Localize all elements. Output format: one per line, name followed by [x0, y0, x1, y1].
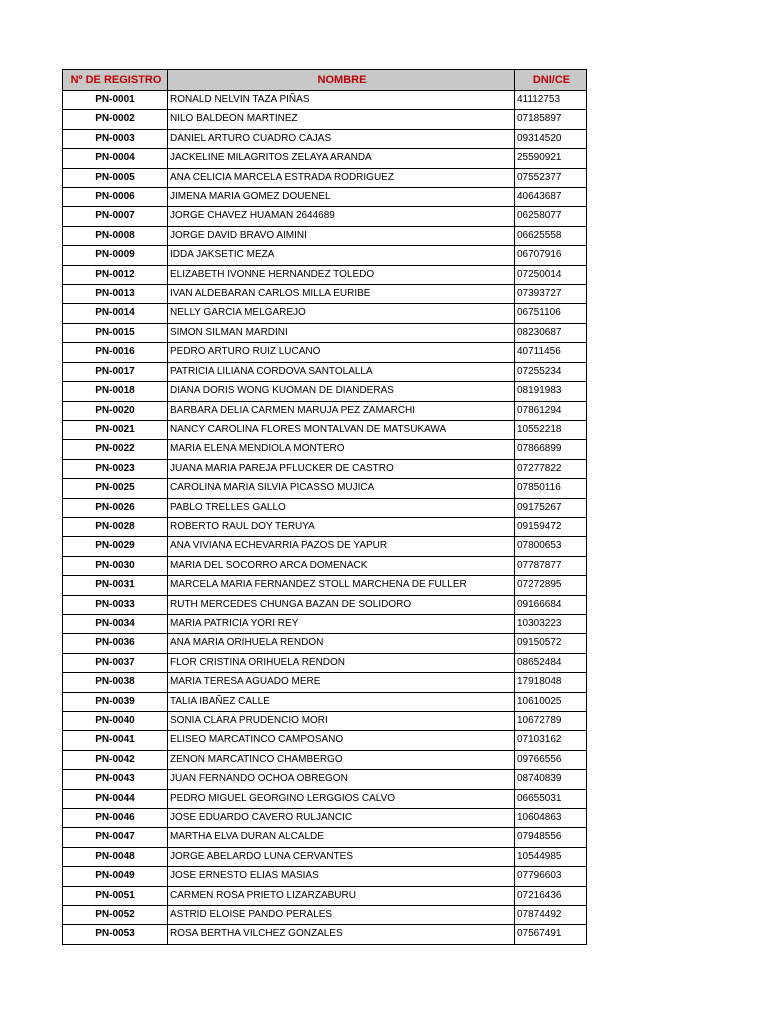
table-row [63, 323, 587, 342]
table-row [63, 129, 587, 148]
table-row [63, 692, 587, 711]
registro-cell: PN-0013 [63, 285, 168, 304]
table-row [63, 886, 587, 905]
dni-cell: 06751106 [515, 304, 587, 323]
registro-cell: PN-0007 [63, 207, 168, 226]
nombre-cell: DANIEL ARTURO CUADRO CAJAS [168, 129, 515, 148]
table-row [63, 498, 587, 517]
nombre-cell: MARIA ELENA MENDIOLA MONTERO [168, 440, 515, 459]
registro-cell: PN-0042 [63, 750, 168, 769]
registro-cell: PN-0043 [63, 770, 168, 789]
nombre-cell: IVAN ALDEBARAN CARLOS MILLA EURIBE [168, 285, 515, 304]
registro-cell: PN-0051 [63, 886, 168, 905]
dni-cell: 07866899 [515, 440, 587, 459]
registro-cell: PN-0048 [63, 847, 168, 866]
nombre-cell: SONIA CLARA PRUDENCIO MORI [168, 712, 515, 731]
registro-cell: PN-0030 [63, 556, 168, 575]
registro-cell: PN-0020 [63, 401, 168, 420]
registro-cell: PN-0001 [63, 91, 168, 110]
table-row [63, 285, 587, 304]
registro-cell: PN-0038 [63, 673, 168, 692]
dni-cell: 07850116 [515, 479, 587, 498]
nombre-cell: MARTHA ELVA DURAN ALCALDE [168, 828, 515, 847]
dni-cell: 40643687 [515, 188, 587, 207]
table-row [63, 479, 587, 498]
nombre-cell: ELIZABETH IVONNE HERNANDEZ TOLEDO [168, 265, 515, 284]
dni-cell: 07250014 [515, 265, 587, 284]
registro-cell: PN-0017 [63, 362, 168, 381]
table-row [63, 789, 587, 808]
table-row [63, 712, 587, 731]
nombre-cell: PABLO TRELLES GALLO [168, 498, 515, 517]
nombre-cell: RUTH MERCEDES CHUNGA BAZAN DE SOLIDORO [168, 595, 515, 614]
nombre-cell: BARBARA DELIA CARMEN MARUJA PEZ ZAMARCHI [168, 401, 515, 420]
registro-cell: PN-0049 [63, 867, 168, 886]
dni-cell: 07393727 [515, 285, 587, 304]
nombre-cell: DIANA DORIS WONG KUOMAN DE DIANDERAS [168, 382, 515, 401]
dni-cell: 07103162 [515, 731, 587, 750]
registro-cell: PN-0033 [63, 595, 168, 614]
dni-cell: 08191983 [515, 382, 587, 401]
registro-cell: PN-0052 [63, 906, 168, 925]
table-row [63, 517, 587, 536]
dni-cell: 10303223 [515, 614, 587, 633]
table-row [63, 110, 587, 129]
nombre-cell: NANCY CAROLINA FLORES MONTALVAN DE MATSUKAWA [168, 420, 515, 439]
table-row [63, 614, 587, 633]
dni-cell: 09175267 [515, 498, 587, 517]
header-dni: DNI/CE [515, 70, 587, 91]
dni-cell: 06625558 [515, 226, 587, 245]
table-row [63, 770, 587, 789]
dni-cell: 17918048 [515, 673, 587, 692]
table-row [63, 576, 587, 595]
nombre-cell: JUAN FERNANDO OCHOA OBREGON [168, 770, 515, 789]
table-row [63, 440, 587, 459]
registro-cell: PN-0015 [63, 323, 168, 342]
table-row [63, 634, 587, 653]
dni-cell: 07874492 [515, 906, 587, 925]
registro-cell: PN-0029 [63, 537, 168, 556]
registro-cell: PN-0026 [63, 498, 168, 517]
dni-cell: 08740839 [515, 770, 587, 789]
table-row [63, 226, 587, 245]
registro-cell: PN-0039 [63, 692, 168, 711]
dni-cell: 10610025 [515, 692, 587, 711]
table-row [63, 750, 587, 769]
table-row [63, 401, 587, 420]
nombre-cell: MARIA DEL SOCORRO ARCA DOMENACK [168, 556, 515, 575]
header-registro: Nº DE REGISTRO [63, 70, 168, 91]
dni-cell: 09766556 [515, 750, 587, 769]
table-row [63, 867, 587, 886]
dni-cell: 07787877 [515, 556, 587, 575]
nombre-cell: JUANA MARIA PAREJA PFLUCKER DE CASTRO [168, 459, 515, 478]
table-row [63, 673, 587, 692]
registro-cell: PN-0025 [63, 479, 168, 498]
dni-cell: 08230687 [515, 323, 587, 342]
registro-cell: PN-0005 [63, 168, 168, 187]
table-row [63, 847, 587, 866]
table-row [63, 343, 587, 362]
nombre-cell: MARIA PATRICIA YORI REY [168, 614, 515, 633]
table-row [63, 149, 587, 168]
registro-cell: PN-0009 [63, 246, 168, 265]
registro-cell: PN-0037 [63, 653, 168, 672]
nombre-cell: RONALD NELVIN TAZA PIÑAS [168, 91, 515, 110]
nombre-cell: ZENON MARCATINCO CHAMBERGO [168, 750, 515, 769]
dni-cell: 10672789 [515, 712, 587, 731]
table-row [63, 168, 587, 187]
nombre-cell: JOSE EDUARDO CAVERO RULJANCIC [168, 809, 515, 828]
nombre-cell: JORGE ABELARDO LUNA CERVANTES [168, 847, 515, 866]
nombre-cell: JOSE ERNESTO ELIAS MASIAS [168, 867, 515, 886]
table-row [63, 246, 587, 265]
dni-cell: 09150572 [515, 634, 587, 653]
dni-cell: 41112753 [515, 91, 587, 110]
dni-cell: 07567491 [515, 925, 587, 944]
registro-cell: PN-0002 [63, 110, 168, 129]
registro-cell: PN-0036 [63, 634, 168, 653]
nombre-cell: NILO BALDEON MARTINEZ [168, 110, 515, 129]
nombre-cell: ROBERTO RAUL DOY TERUYA [168, 517, 515, 536]
table-header [63, 70, 587, 91]
dni-cell: 06258077 [515, 207, 587, 226]
table-body [63, 91, 587, 945]
registro-cell: PN-0034 [63, 614, 168, 633]
dni-cell: 07185897 [515, 110, 587, 129]
registry-table [62, 69, 587, 945]
dni-cell: 07277822 [515, 459, 587, 478]
registro-cell: PN-0046 [63, 809, 168, 828]
table-row [63, 537, 587, 556]
dni-cell: 25590921 [515, 149, 587, 168]
dni-cell: 07796603 [515, 867, 587, 886]
table-row [63, 420, 587, 439]
nombre-cell: PATRICIA LILIANA CORDOVA SANTOLALLA [168, 362, 515, 381]
registro-cell: PN-0003 [63, 129, 168, 148]
nombre-cell: ELISEO MARCATINCO CAMPOSANO [168, 731, 515, 750]
dni-cell: 08652484 [515, 653, 587, 672]
nombre-cell: MARCELA MARIA FERNANDEZ STOLL MARCHENA DE FULLER [168, 576, 515, 595]
nombre-cell: JORGE CHAVEZ HUAMAN 2644689 [168, 207, 515, 226]
nombre-cell: CARMEN ROSA PRIETO LIZARZABURU [168, 886, 515, 905]
dni-cell: 07272895 [515, 576, 587, 595]
nombre-cell: PEDRO MIGUEL GEORGINO LERGGIOS CALVO [168, 789, 515, 808]
table-row [63, 362, 587, 381]
table-row [63, 91, 587, 110]
nombre-cell: TALIA IBAÑEZ CALLE [168, 692, 515, 711]
dni-cell: 09166684 [515, 595, 587, 614]
registro-cell: PN-0028 [63, 517, 168, 536]
dni-cell: 07800653 [515, 537, 587, 556]
table-row [63, 459, 587, 478]
nombre-cell: ANA MARIA ORIHUELA RENDON [168, 634, 515, 653]
nombre-cell: JORGE DAVID BRAVO AIMINI [168, 226, 515, 245]
nombre-cell: JACKELINE MILAGRITOS ZELAYA ARANDA [168, 149, 515, 168]
nombre-cell: ROSA BERTHA VILCHEZ GONZALES [168, 925, 515, 944]
table-row [63, 382, 587, 401]
table-row [63, 828, 587, 847]
dni-cell: 10544985 [515, 847, 587, 866]
registro-cell: PN-0006 [63, 188, 168, 207]
nombre-cell: PEDRO ARTURO RUIZ LUCANO [168, 343, 515, 362]
nombre-cell: ANA VIVIANA ECHEVARRIA PAZOS DE YAPUR [168, 537, 515, 556]
nombre-cell: IDDA JAKSETIC MEZA [168, 246, 515, 265]
dni-cell: 09314520 [515, 129, 587, 148]
table-row [63, 925, 587, 944]
dni-cell: 07861294 [515, 401, 587, 420]
table-row [63, 556, 587, 575]
registro-cell: PN-0053 [63, 925, 168, 944]
header-row [63, 70, 587, 91]
dni-cell: 40711456 [515, 343, 587, 362]
dni-cell: 07552377 [515, 168, 587, 187]
nombre-cell: CAROLINA MARIA SILVIA PICASSO MUJICA [168, 479, 515, 498]
registro-cell: PN-0041 [63, 731, 168, 750]
dni-cell: 09159472 [515, 517, 587, 536]
registro-cell: PN-0022 [63, 440, 168, 459]
registro-cell: PN-0040 [63, 712, 168, 731]
registro-cell: PN-0044 [63, 789, 168, 808]
table-row [63, 265, 587, 284]
registro-cell: PN-0016 [63, 343, 168, 362]
registro-cell: PN-0018 [63, 382, 168, 401]
dni-cell: 10552218 [515, 420, 587, 439]
registro-cell: PN-0004 [63, 149, 168, 168]
table-row [63, 731, 587, 750]
nombre-cell: SIMON SILMAN MARDINI [168, 323, 515, 342]
table-row [63, 906, 587, 925]
registro-cell: PN-0012 [63, 265, 168, 284]
nombre-cell: MARIA TERESA AGUADO MERE [168, 673, 515, 692]
dni-cell: 07255234 [515, 362, 587, 381]
registro-cell: PN-0008 [63, 226, 168, 245]
dni-cell: 10604863 [515, 809, 587, 828]
registro-cell: PN-0031 [63, 576, 168, 595]
dni-cell: 07948556 [515, 828, 587, 847]
nombre-cell: NELLY GARCIA MELGAREJO [168, 304, 515, 323]
registro-cell: PN-0014 [63, 304, 168, 323]
table-row [63, 304, 587, 323]
table-row [63, 595, 587, 614]
nombre-cell: JIMENA MARIA GOMEZ DOUENEL [168, 188, 515, 207]
table-row [63, 653, 587, 672]
registro-cell: PN-0047 [63, 828, 168, 847]
header-nombre: NOMBRE [168, 70, 515, 91]
dni-cell: 06707916 [515, 246, 587, 265]
dni-cell: 06655031 [515, 789, 587, 808]
nombre-cell: FLOR CRISTINA ORIHUELA RENDON [168, 653, 515, 672]
dni-cell: 07216436 [515, 886, 587, 905]
table-row [63, 809, 587, 828]
registro-cell: PN-0021 [63, 420, 168, 439]
table-row [63, 207, 587, 226]
nombre-cell: ANA CELICIA MARCELA ESTRADA RODRIGUEZ [168, 168, 515, 187]
nombre-cell: ASTRID ELOISE PANDO PERALES [168, 906, 515, 925]
table-row [63, 188, 587, 207]
registro-cell: PN-0023 [63, 459, 168, 478]
